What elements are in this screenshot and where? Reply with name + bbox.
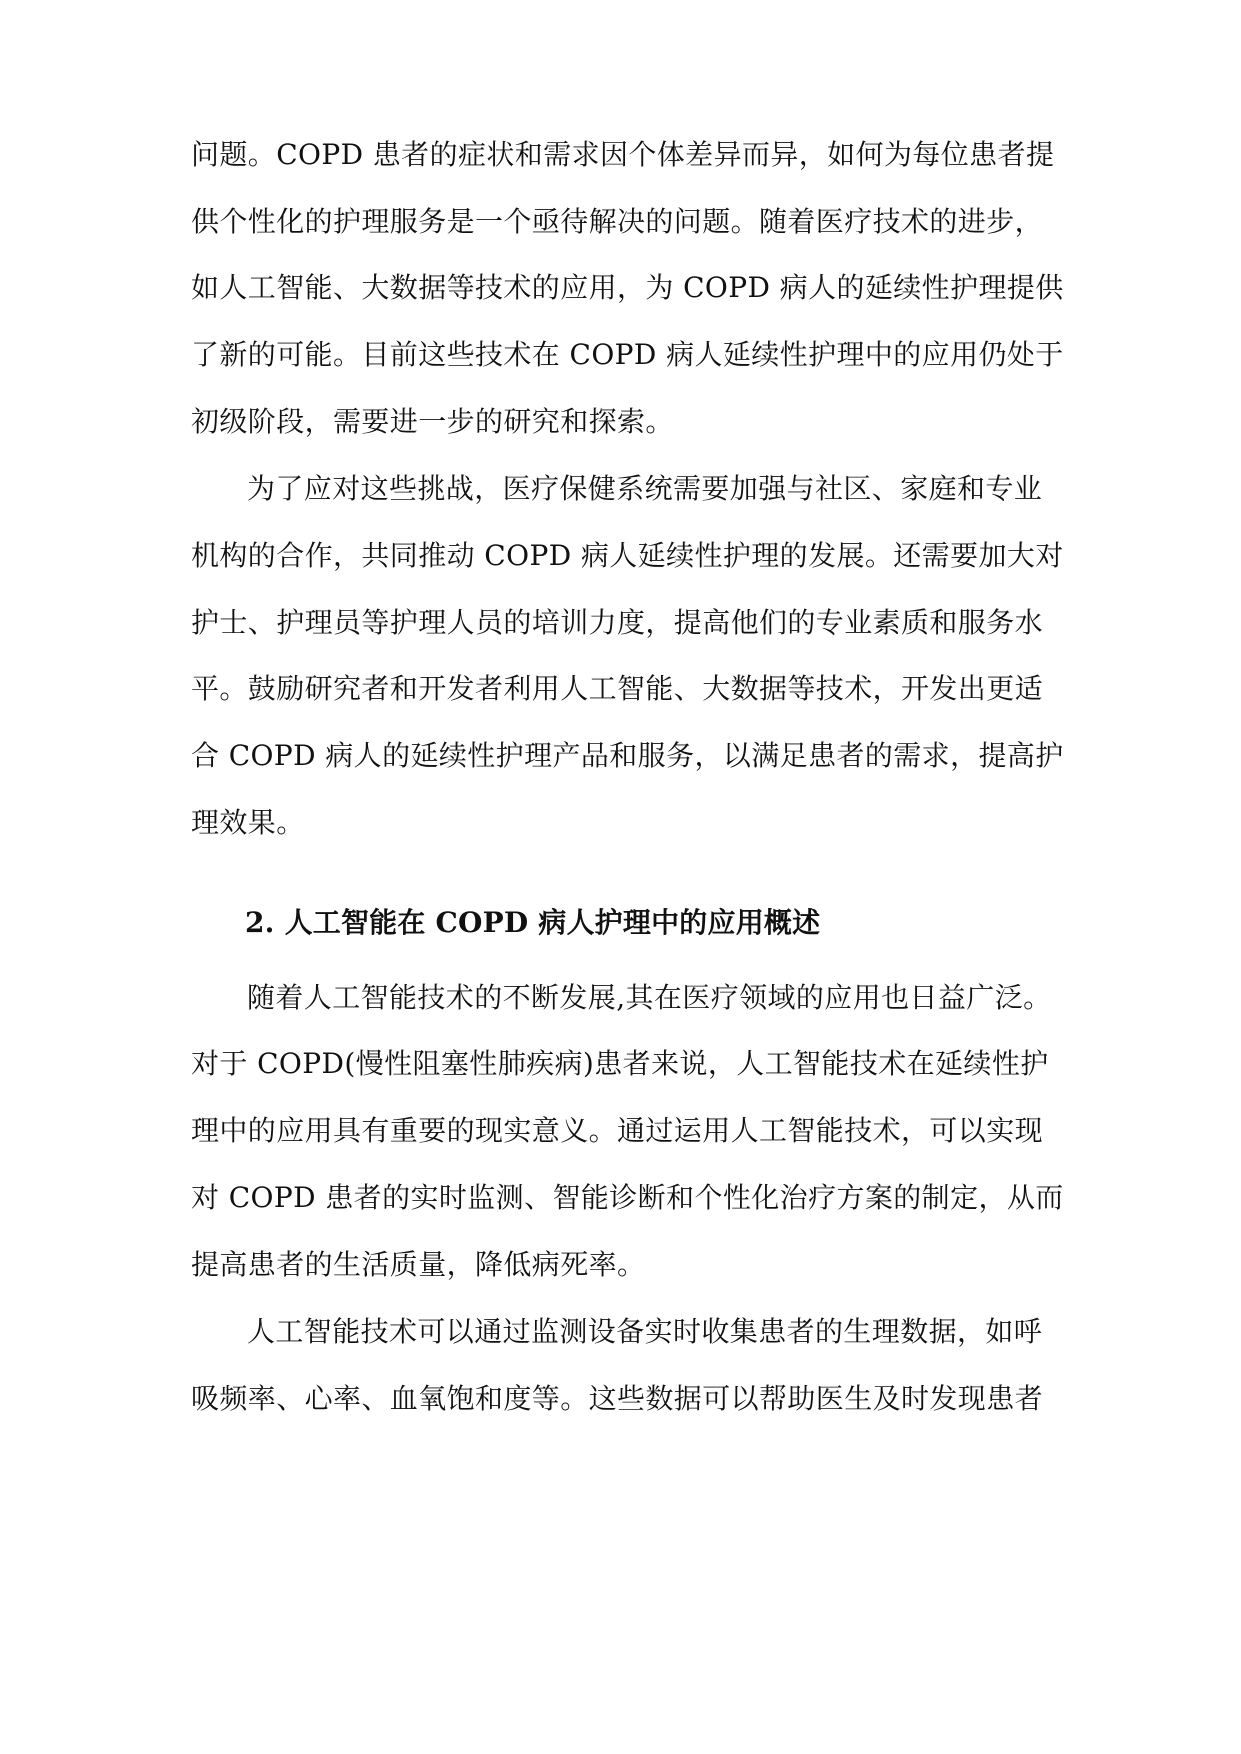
text-line: 理中的应用具有重要的现实意义。通过运用人工智能技术，可以实现 [191, 1114, 1044, 1147]
text-line: 人工智能技术可以通过监测设备实时收集患者的生理数据，如呼 [247, 1315, 1043, 1348]
text-line: 随着人工智能技术的不断发展,其在医疗领域的应用也日益广泛。 [247, 981, 1052, 1014]
text-line: 提高患者的生活质量，降低病死率。 [191, 1248, 646, 1281]
text-line: 理效果。 [191, 806, 305, 839]
text-line: 合 COPD 病人的延续性护理产品和服务，以满足患者的需求，提高护 [191, 739, 1064, 772]
text-line: 问题。COPD 患者的症状和需求因个体差异而异，如何为每位患者提 [191, 138, 1055, 171]
text-line: 机构的合作，共同推动 COPD 病人延续性护理的发展。还需要加大对 [191, 539, 1064, 572]
text-line: 护士、护理员等护理人员的培训力度，提高他们的专业素质和服务水 [191, 606, 1044, 639]
text-line: 供个性化的护理服务是一个亟待解决的问题。随着医疗技术的进步， [191, 205, 1044, 238]
text-line: 如人工智能、大数据等技术的应用，为 COPD 病人的延续性护理提供 [191, 271, 1064, 304]
text-line: 了新的可能。目前这些技术在 COPD 病人延续性护理中的应用仍处于 [191, 338, 1064, 371]
text-line: 为了应对这些挑战，医疗保健系统需要加强与社区、家庭和专业 [247, 472, 1043, 505]
text-line: 初级阶段，需要进一步的研究和探索。 [191, 405, 674, 438]
section-heading: 2. 人工智能在 COPD 病人护理中的应用概述 [245, 906, 821, 939]
text-line: 对于 COPD(慢性阻塞性肺疾病)患者来说，人工智能技术在延续性护 [191, 1047, 1049, 1080]
text-line: 对 COPD 患者的实时监测、智能诊断和个性化治疗方案的制定，从而 [191, 1181, 1064, 1214]
text-line: 吸频率、心率、血氧饱和度等。这些数据可以帮助医生及时发现患者 [191, 1382, 1044, 1415]
text-line: 平。鼓励研究者和开发者利用人工智能、大数据等技术，开发出更适 [191, 672, 1044, 705]
